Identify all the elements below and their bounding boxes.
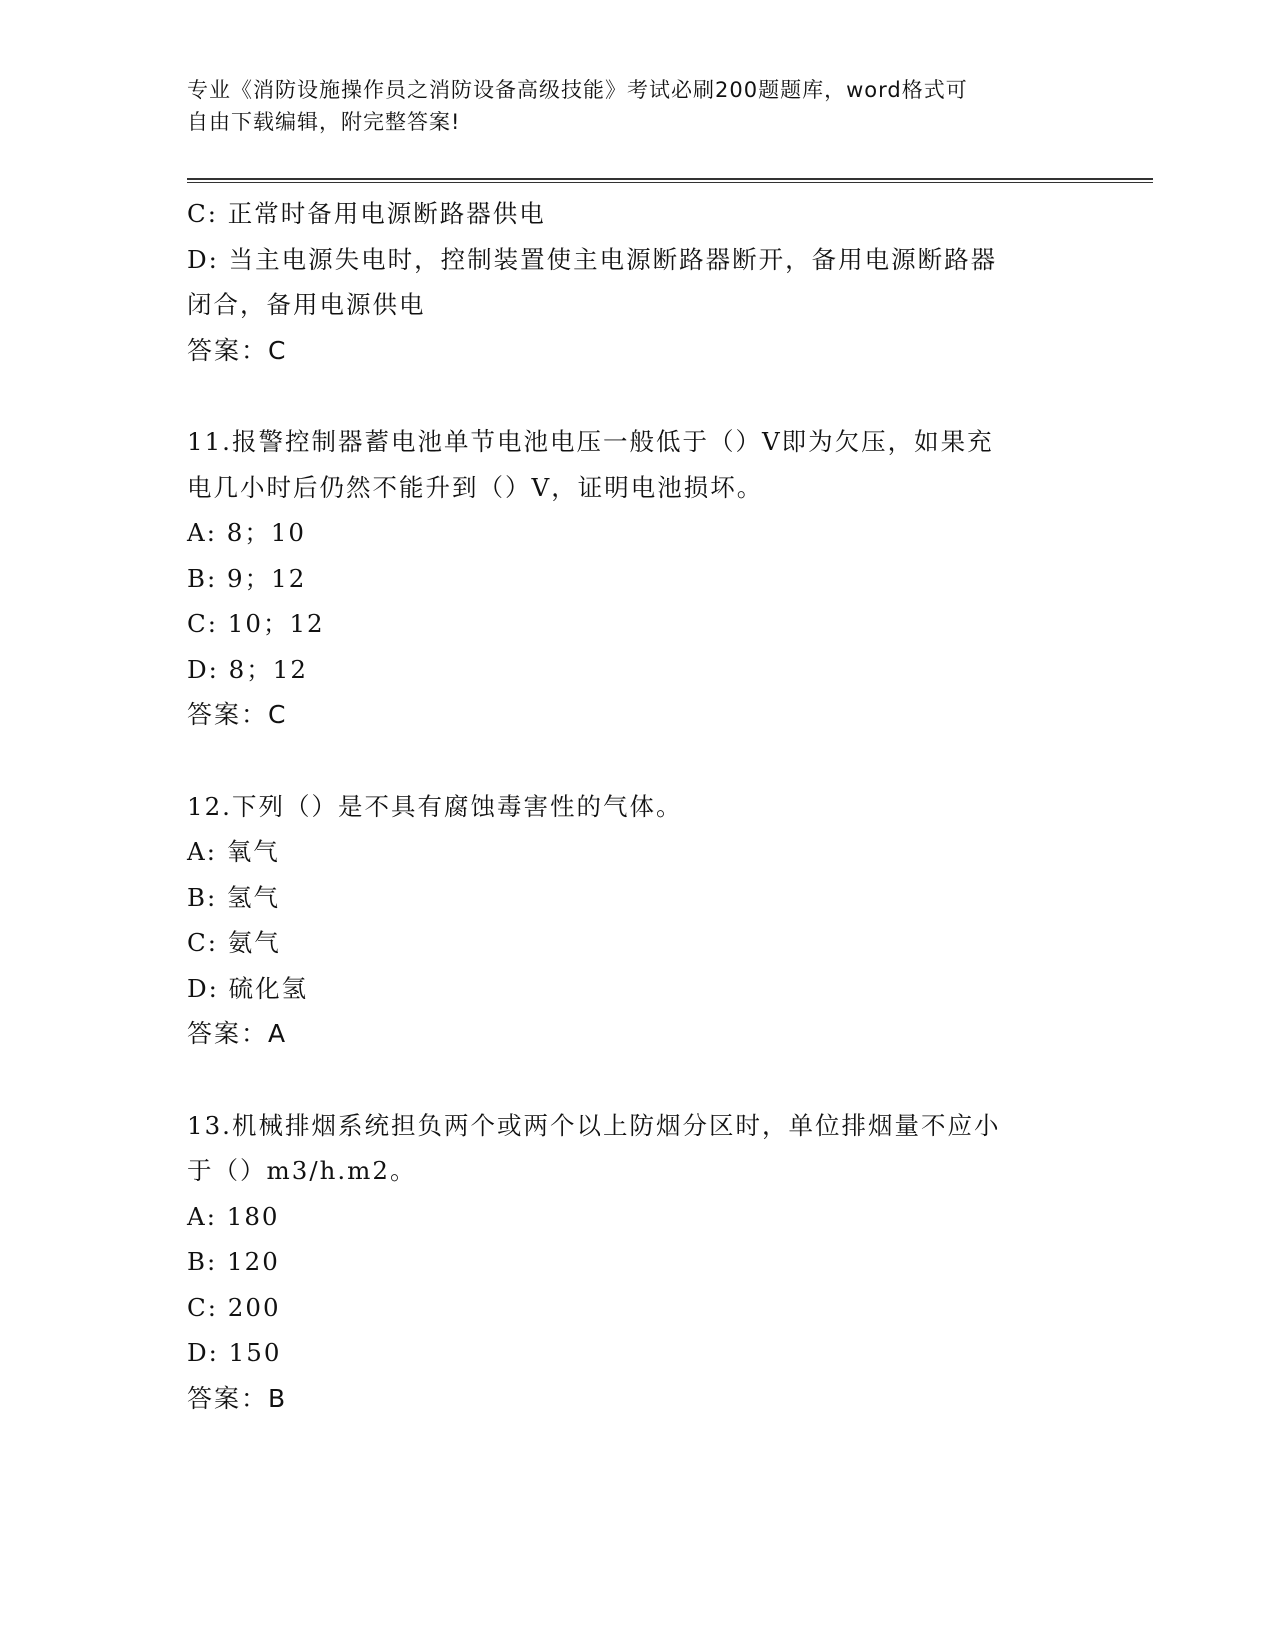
- option-d-line-2: 闭合，备用电源供电: [187, 290, 426, 319]
- option-b: B: 氢气: [187, 882, 281, 912]
- option-b: B: 120: [187, 1247, 280, 1276]
- question-stem-line-2: 于（）m3/h.m2。: [187, 1156, 417, 1185]
- option-d: D: 8；12: [187, 654, 308, 684]
- option-b: B: 9；12: [187, 563, 307, 593]
- question-stem-line-1: 13.机械排烟系统担负两个或两个以上防烟分区时，单位排烟量不应小: [187, 1110, 1001, 1140]
- header-line-1: 专业《消防设施操作员之消防设备高级技能》考试必刷200题题库，word格式可: [187, 78, 968, 102]
- header-divider: [187, 178, 1153, 183]
- option-a: A: 180: [187, 1201, 280, 1231]
- spacer: [187, 738, 1087, 784]
- option-c: C: 200: [187, 1292, 281, 1322]
- question-stem-line-2: 电几小时后仍然不能升到（）V，证明电池损坏。: [187, 472, 764, 502]
- question-11: [187, 419, 1087, 738]
- question-list: [187, 191, 1087, 1421]
- answer: 答案：C: [187, 700, 288, 729]
- option-a: A: 氧气: [187, 837, 280, 866]
- question-13: [187, 1103, 1087, 1422]
- option-c: C: 10；12: [187, 609, 325, 638]
- option-d: D: 硫化氢: [187, 973, 309, 1003]
- option-a: A: 8；10: [187, 518, 306, 547]
- header-line-2: 自由下载编辑，附完整答案!: [187, 110, 461, 134]
- answer: 答案：C: [187, 335, 288, 365]
- option-d: D: 150: [187, 1338, 282, 1367]
- answer: 答案：A: [187, 1019, 288, 1048]
- option-c: C: 氨气: [187, 928, 281, 957]
- spacer: [187, 373, 1087, 419]
- question-stem: 12.下列（）是不具有腐蚀毒害性的气体。: [187, 791, 683, 821]
- question-12: [187, 784, 1087, 1057]
- spacer: [187, 1057, 1087, 1103]
- option-c: C: 正常时备用电源断路器供电: [187, 199, 546, 228]
- answer: 答案：B: [187, 1383, 288, 1413]
- previous-question: [187, 191, 1087, 373]
- option-d-line-1: D: 当主电源失电时，控制装置使主电源断路器断开，备用电源断路器: [187, 244, 998, 274]
- question-stem-line-1: 11.报警控制器蓄电池单节电池电压一般低于（）V即为欠压，如果充: [187, 427, 994, 456]
- document-header: [187, 74, 1067, 138]
